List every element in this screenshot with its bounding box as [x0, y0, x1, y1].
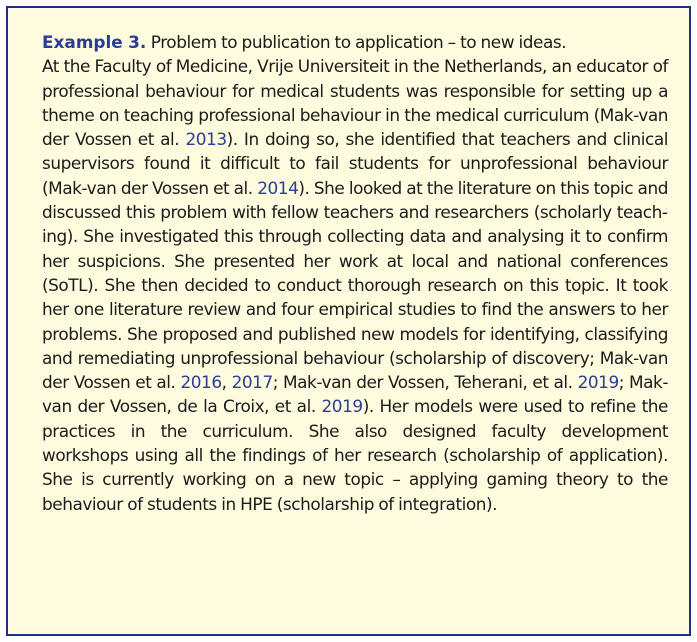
citation-link[interactable]: 2019 — [577, 372, 619, 393]
body-text: At the Faculty of Medicine, Vrije Universiteit in the Netherlands, an educator of professional behaviour for medical students was responsible for setting up a theme on teaching professional behaviour in the medical curriculum (Mak-van der Vossen et al. — [42, 56, 668, 150]
body-text: ; Mak-van der Vossen, Teherani, et al. — [272, 372, 578, 393]
body-text: ; Mak-van der Vossen, de la Croix, et al. — [42, 372, 668, 417]
citation-link[interactable]: 2014 — [257, 177, 299, 198]
example-body — [42, 56, 668, 513]
body-text: , — [221, 372, 232, 393]
body-text: ). Her models were used to refine the practices in the curriculum. She also designed faculty development workshops using all the findings of her research (scholarship of application). She is currently working on a new topic – applying gaming theory to the behaviour of students in HPE (scholarship of integration). — [42, 396, 668, 514]
example-label: Example 3. — [42, 32, 147, 52]
body-text: ). She looked at the literature on this topic and discussed this problem with fellow teachers and researchers (scholarly teaching). She investigated this through collecting data and analysing it to confirm her suspicions. She presented her work at local and national conferences (SoTL). She then decided to conduct thorough research on this topic. It took her one literature review and four empirical studies to find the answers to her problems. She proposed and published new models for identifying, classifying and remediating unprofessional behaviour (scholarship of discovery; Mak-van der Vossen et al. — [42, 177, 668, 393]
example-title: Problem to publication to application – to new ideas. — [150, 32, 567, 52]
body-text: ). In doing so, she identified that teachers and clinical supervisors found it difficult to fail students for unprofessional behaviour (Mak-van der Vossen et al. — [42, 129, 668, 198]
citation-link[interactable]: 2013 — [185, 129, 227, 150]
example-text — [42, 30, 668, 516]
example-box — [6, 6, 691, 636]
citation-link[interactable]: 2019 — [321, 396, 363, 417]
citation-link[interactable]: 2017 — [231, 372, 273, 393]
citation-link[interactable]: 2016 — [180, 372, 222, 393]
